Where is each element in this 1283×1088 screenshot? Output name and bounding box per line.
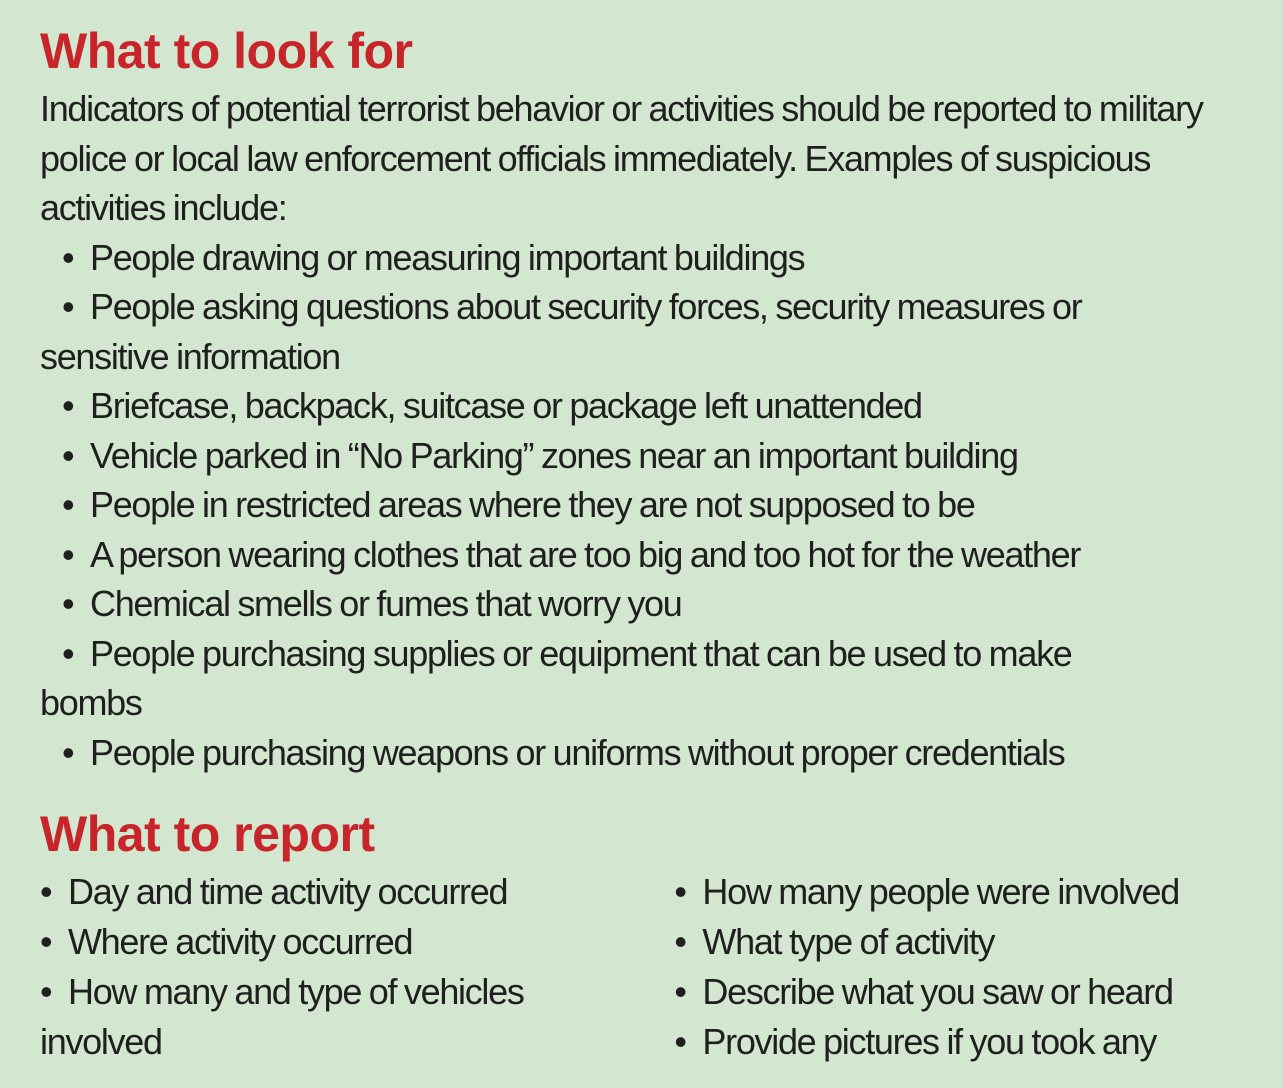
list-item-continuation: sensitive information <box>40 335 340 377</box>
look-intro: Indicators of potential terrorist behavior or activities should be reported to military police or local law enforcement officials immediately. Examples of suspicious activities include: <box>40 88 1203 228</box>
list-item <box>40 629 1243 728</box>
list-item-text: A person wearing clothes that are too big and too hot for the weather <box>90 533 1081 575</box>
bullet-icon: • <box>62 533 74 575</box>
bullet-icon: • <box>674 871 686 912</box>
list-item <box>40 431 1243 481</box>
list-item <box>40 867 674 917</box>
bullet-icon: • <box>40 971 52 1012</box>
list-item <box>674 867 1243 917</box>
bullet-icon: • <box>62 236 74 278</box>
bullet-icon: • <box>62 583 74 624</box>
list-item <box>674 967 1243 1017</box>
list-item-text: Where activity occurred <box>68 921 413 962</box>
list-item <box>40 917 674 967</box>
list-item <box>674 917 1243 967</box>
list-item-continuation: involved <box>40 1021 162 1062</box>
report-list-right <box>674 867 1243 1067</box>
list-item-text: People drawing or measuring important buildings <box>90 236 805 278</box>
list-item-text: Provide pictures if you took any <box>702 1021 1157 1062</box>
report-list-left <box>40 867 674 1067</box>
report-columns <box>40 867 1243 1067</box>
look-section <box>40 22 1243 777</box>
list-item-text: How many people were involved <box>702 871 1179 912</box>
look-list <box>40 233 1243 778</box>
list-item <box>40 530 1243 580</box>
list-item-text: People asking questions about security forces, security measures or <box>90 286 1082 327</box>
report-section <box>40 805 1243 1067</box>
bullet-icon: • <box>674 971 686 1012</box>
report-heading: What to report <box>40 806 375 862</box>
list-item-text: People purchasing supplies or equipment that can be used to make <box>90 632 1072 674</box>
list-item <box>40 579 1243 629</box>
bullet-icon: • <box>62 632 74 674</box>
bullet-icon: • <box>674 1021 686 1062</box>
list-item <box>40 967 674 1067</box>
list-item <box>40 728 1243 778</box>
list-item-continuation: bombs <box>40 682 142 723</box>
bullet-icon: • <box>40 921 52 962</box>
bullet-icon: • <box>674 921 686 962</box>
look-heading: What to look for <box>40 23 413 79</box>
list-item <box>40 233 1243 283</box>
list-item-text: Chemical smells or fumes that worry you <box>90 583 682 624</box>
list-item <box>40 480 1243 530</box>
bullet-icon: • <box>62 286 74 327</box>
bullet-icon: • <box>62 385 74 426</box>
list-item-text: Day and time activity occurred <box>68 871 508 912</box>
list-item-text: People in restricted areas where they are not supposed to be <box>90 484 975 525</box>
bullet-icon: • <box>40 871 52 912</box>
list-item-text: Briefcase, backpack, suitcase or package left unattended <box>90 385 922 426</box>
list-item-text: How many and type of vehicles <box>68 971 524 1012</box>
bullet-icon: • <box>62 434 74 476</box>
bullet-icon: • <box>62 484 74 525</box>
list-item-text: People purchasing weapons or uniforms without proper credentials <box>90 731 1065 773</box>
list-item-text: Describe what you saw or heard <box>702 971 1173 1012</box>
bullet-icon: • <box>62 731 74 773</box>
list-item <box>40 381 1243 431</box>
list-item-text: Vehicle parked in “No Parking” zones near an important building <box>90 434 1018 476</box>
list-item <box>674 1017 1243 1067</box>
list-item <box>40 282 1243 381</box>
list-item-text: What type of activity <box>702 921 995 962</box>
